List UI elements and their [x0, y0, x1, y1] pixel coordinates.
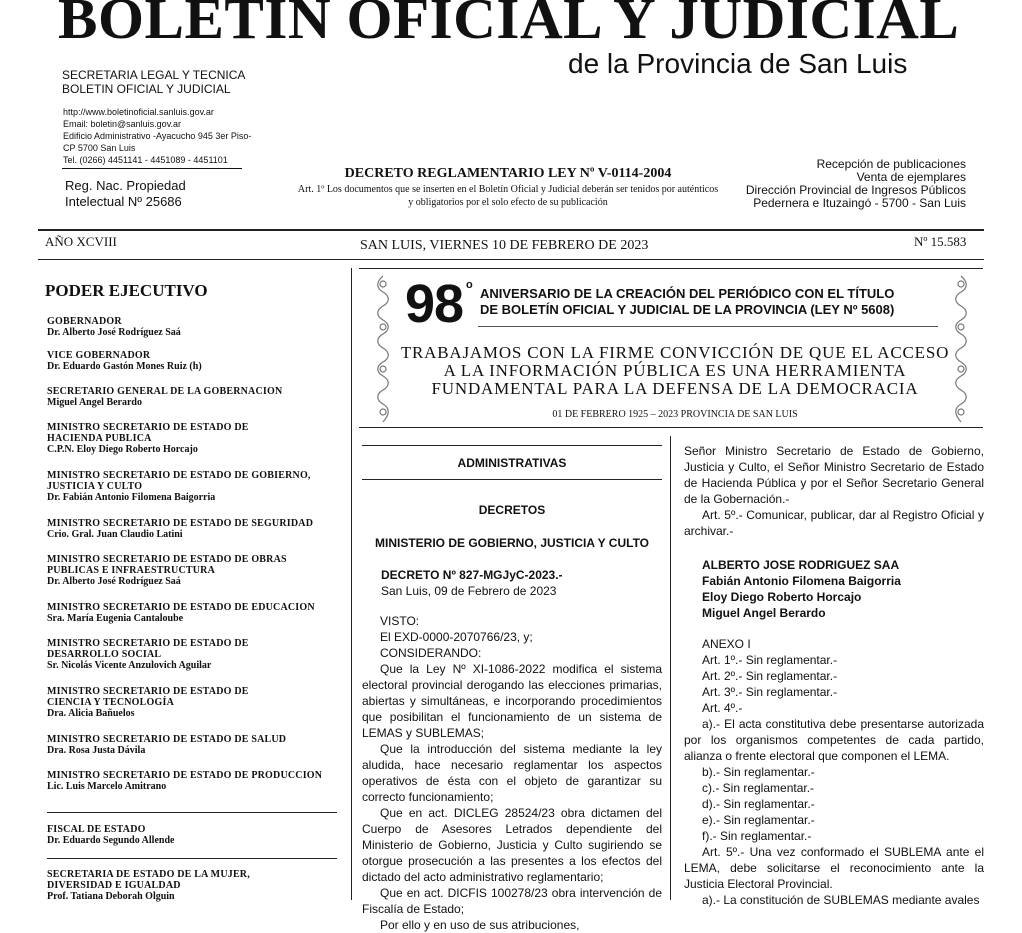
decreto-continuation [684, 443, 984, 539]
anniversary-motto [392, 344, 958, 398]
official-name: Dr. Fabián Antonio Filomena Baigorria [47, 492, 216, 503]
signature-name: ALBERTO JOSE RODRIGUEZ SAA [702, 558, 900, 572]
official-entry [47, 422, 277, 455]
contact-block [63, 106, 251, 166]
recepcion-line: Pedernera e Ituzaingó - 5700 - San Luis [753, 196, 966, 210]
decreto-reglamentario-title: DECRETO REGLAMENTARIO LEY Nº V-0114-2004 [344, 166, 672, 181]
divider [359, 427, 983, 428]
signature-name: Eloy Diego Roberto Horcajo [702, 590, 862, 604]
left-ornament-icon [374, 274, 392, 424]
official-role: FISCAL DE ESTADO [47, 824, 146, 835]
divider [38, 259, 984, 260]
anniversary-text [480, 286, 894, 318]
article-paragraph: e).- Sin reglamentar.- [702, 813, 815, 827]
official-entry [47, 638, 287, 671]
anniversary-line: DE BOLETÍN OFICIAL Y JUDICIAL DE LA PROVINCIA (LEY Nº 5608) [480, 302, 895, 317]
official-role: MINISTRO SECRETARIO DE ESTADO DE PRODUCCION [47, 770, 323, 781]
body-paragraph: Que la introducción del sistema mediante la ley aludida, hace necesario reglamentar los aspectos operativos de ésta con el objeto de garantizar su correcto funcionamiento; [362, 742, 662, 804]
motto-line: A LA INFORMACIÓN PÚBLICA ES UNA HERRAMIENTA [443, 361, 907, 380]
article-paragraph: Art. 5º.- Una vez conformado el SUBLEMA ante el LEMA, debe solicitarse el reconocimiento ante la Justicia Electoral Provincial. [684, 845, 984, 891]
newspaper-subtitle: de la Provincia de San Luis [568, 48, 908, 79]
official-entry [47, 734, 347, 756]
anniversary-number: 98 [405, 274, 464, 334]
official-role: SECRETARIO GENERAL DE LA GOBERNACION [47, 386, 283, 397]
official-name: Lic. Luis Marcelo Amitrano [47, 781, 167, 792]
article-paragraph: Art. 1º.- Sin reglamentar.- [702, 653, 838, 667]
body-paragraph: Que la Ley Nº XI-1086-2022 modifica el sistema electoral provincial derogando las elecciones primarias, abiertas y simultáneas, e incorporando procedimientos que posibilitan el funcionamiento de un sistema de LEMAS y SUBLEMAS; [362, 662, 662, 740]
decretos-heading: DECRETOS [478, 503, 546, 517]
issue-date: SAN LUIS, VIERNES 10 DE FEBRERO DE 2023 [360, 238, 649, 253]
official-entry [47, 686, 287, 719]
column-divider [670, 436, 671, 900]
official-role: MINISTRO SECRETARIO DE ESTADO DE DESARROLLO SOCIAL [47, 638, 249, 660]
phone-line: Tel. (0266) 4451141 - 4451089 - 4451101 [63, 155, 228, 165]
registro-line: Intelectual Nº 25686 [65, 194, 182, 209]
column-divider [351, 268, 352, 900]
official-role: MINISTRO SECRETARIO DE ESTADO DE GOBIERNO, JUSTICIA Y CULTO [47, 470, 311, 492]
recepcion-block [730, 158, 966, 210]
divider [62, 168, 242, 169]
decreto-number: DECRETO Nº 827-MGJyC-2023.- [381, 568, 563, 582]
anexo-articles [684, 652, 984, 908]
poder-ejecutivo-title: PODER EJECUTIVO [45, 281, 208, 300]
article-paragraph: a).- El acta constitutiva debe presentarse autorizada por los organismos competentes de cada partido, alianza o frente electoral que componen el LEMA. [684, 717, 984, 763]
secretaria-line: BOLETIN OFICIAL Y JUDICIAL [62, 82, 231, 96]
body-paragraph: Que en act. DICFIS 100278/23 obra intervención de Fiscalía de Estado; [362, 886, 662, 916]
address-line: Edificio Administrativo -Ayacucho 945 3er Piso- [63, 131, 252, 141]
official-role: VICE GOBERNADOR [47, 350, 151, 361]
divider [362, 479, 662, 480]
official-name: Dr. Alberto José Rodríguez Saá [47, 576, 181, 587]
registro-line: Reg. Nac. Propiedad [65, 178, 186, 193]
official-role: SECRETARIA DE ESTADO DE LA MUJER, DIVERSIDAD E IGUALDAD [47, 869, 250, 891]
signature-name: Fabián Antonio Filomena Baigorria [702, 574, 901, 588]
official-name: Miguel Angel Berardo [47, 397, 142, 408]
article-paragraph: Art. 4º.- [702, 701, 743, 715]
divider [47, 812, 337, 813]
motto-line: TRABAJAMOS CON LA FIRME CONVICCIÓN DE QUE EL ACCESO [400, 343, 950, 362]
body-paragraph: CONSIDERANDO: [380, 646, 482, 660]
official-entry [47, 518, 347, 540]
official-name: Dra. Rosa Justa Dávila [47, 745, 146, 756]
recepcion-line: Venta de ejemplares [856, 170, 966, 184]
divider [359, 268, 983, 269]
body-paragraph: El EXD-0000-2070766/23, y; [380, 630, 533, 644]
official-role: GOBERNADOR [47, 316, 122, 327]
official-name: Dr. Eduardo Segundo Allende [47, 835, 175, 846]
registro-block [65, 178, 186, 210]
divider [38, 229, 984, 231]
article-paragraph: Art. 3º.- Sin reglamentar.- [702, 685, 838, 699]
divider [362, 445, 662, 446]
website-link[interactable]: http://www.boletinoficial.sanluis.gov.ar [63, 107, 214, 117]
fiscal-entry [47, 824, 347, 846]
official-role: MINISTRO SECRETARIO DE ESTADO DE CIENCIA Y TECNOLOGÍA [47, 686, 249, 708]
postal-line: CP 5700 San Luis [63, 143, 136, 153]
official-entry [47, 350, 347, 372]
article-paragraph: c).- Sin reglamentar.- [702, 781, 815, 795]
official-role: MINISTRO SECRETARIO DE ESTADO DE SALUD [47, 734, 287, 745]
signature-name: Miguel Angel Berardo [702, 606, 826, 620]
body-paragraph: VISTO: [380, 614, 420, 628]
ministerio-heading: MINISTERIO DE GOBIERNO, JUSTICIA Y CULTO [374, 536, 650, 550]
article-paragraph: b).- Sin reglamentar.- [702, 765, 815, 779]
motto-line: FUNDAMENTAL PARA LA DEFENSA DE LA DEMOCRACIA [431, 379, 919, 398]
official-role: MINISTRO SECRETARIO DE ESTADO DE HACIENDA PUBLICA [47, 422, 249, 444]
recepcion-line: Dirección Provincial de Ingresos Públicos [745, 183, 966, 197]
official-role: MINISTRO SECRETARIO DE ESTADO DE OBRAS PUBLICAS E INFRAESTRUCTURA [47, 554, 287, 576]
issue-number: Nº 15.583 [914, 234, 967, 249]
anniversary-line: ANIVERSARIO DE LA CREACIÓN DEL PERIÓDICO CON EL TÍTULO [480, 286, 895, 301]
body-paragraph: Que en act. DICLEG 28524/23 obra dictamen del Cuerpo de Asesores Letrados dependiente del Ministerio de Gobierno, Justicia y Culto sugiriendo se otorgue prosecución a las presentes a los efectos del dictado del acto administrativo reglamentario; [362, 806, 662, 884]
official-name: Prof. Tatiana Deborah Olguin [47, 891, 175, 902]
official-name: Crio. Gral. Juan Claudio Latini [47, 529, 183, 540]
official-entry [47, 470, 337, 503]
official-entry [47, 602, 347, 624]
official-name: C.P.N. Eloy Diego Roberto Horcajo [47, 444, 198, 455]
secretaria-mujer-entry [47, 869, 267, 902]
signatures-block [702, 557, 901, 621]
section-heading: ADMINISTRATIVAS [457, 456, 567, 470]
official-entry [47, 770, 347, 792]
article-paragraph: d).- Sin reglamentar.- [702, 797, 815, 811]
official-name: Dr. Eduardo Gastón Mones Ruiz (h) [47, 361, 202, 372]
article-paragraph: a).- La constitución de SUBLEMAS mediante avales [702, 893, 980, 907]
official-name: Sra. María Eugenia Cantaloube [47, 613, 184, 624]
article-paragraph: f).- Sin reglamentar.- [702, 829, 812, 843]
anniversary-date: 01 DE FEBRERO 1925 – 2023 PROVINCIA DE SAN LUIS [552, 409, 798, 420]
official-name: Sr. Nicolás Vicente Anzulovich Aguilar [47, 660, 212, 671]
secretaria-line: SECRETARIA LEGAL Y TECNICA [62, 68, 246, 82]
decreto-reglamentario-text: Art. 1º Los documentos que se inserten en el Boletín Oficial y Judicial deberán ser tenidos por auténticos y obligatorios por el solo efecto de su publicación [297, 184, 719, 208]
secretaria-block [62, 68, 245, 96]
anexo-heading: ANEXO I [702, 637, 751, 651]
decreto-body [362, 613, 662, 933]
issue-year: AÑO XCVIII [45, 234, 117, 249]
divider [47, 858, 337, 859]
official-role: MINISTRO SECRETARIO DE ESTADO DE SEGURIDAD [47, 518, 314, 529]
body-paragraph: Por ello y en uso de sus atribuciones, [380, 918, 580, 932]
article-paragraph: Art. 2º.- Sin reglamentar.- [702, 669, 838, 683]
recepcion-line: Recepción de publicaciones [816, 157, 966, 171]
email-link[interactable]: Email: boletin@sanluis.gov.ar [63, 119, 182, 129]
official-entry [47, 316, 347, 338]
decreto-date: San Luis, 09 de Febrero de 2023 [381, 584, 557, 598]
official-entry [47, 386, 347, 408]
official-role: MINISTRO SECRETARIO DE ESTADO DE EDUCACION [47, 602, 315, 613]
official-name: Dr. Alberto José Rodríguez Saá [47, 327, 181, 338]
divider [478, 326, 938, 327]
body-paragraph: Señor Ministro Secretario de Estado de Gobierno, Justicia y Culto, el Señor Ministro Secretario de Estado de Hacienda Pública y por el Señor Secretario General de la Gobernación.- [684, 444, 984, 506]
official-entry [47, 554, 317, 587]
anniversary-ordinal: o [466, 279, 473, 291]
newspaper-title: BOLETIN OFICIAL Y JUDICIAL [58, 0, 960, 51]
official-name: Dra. Alicia Bañuelos [47, 708, 135, 719]
body-paragraph: Art. 5º.- Comunicar, publicar, dar al Registro Oficial y archivar.- [684, 508, 984, 538]
